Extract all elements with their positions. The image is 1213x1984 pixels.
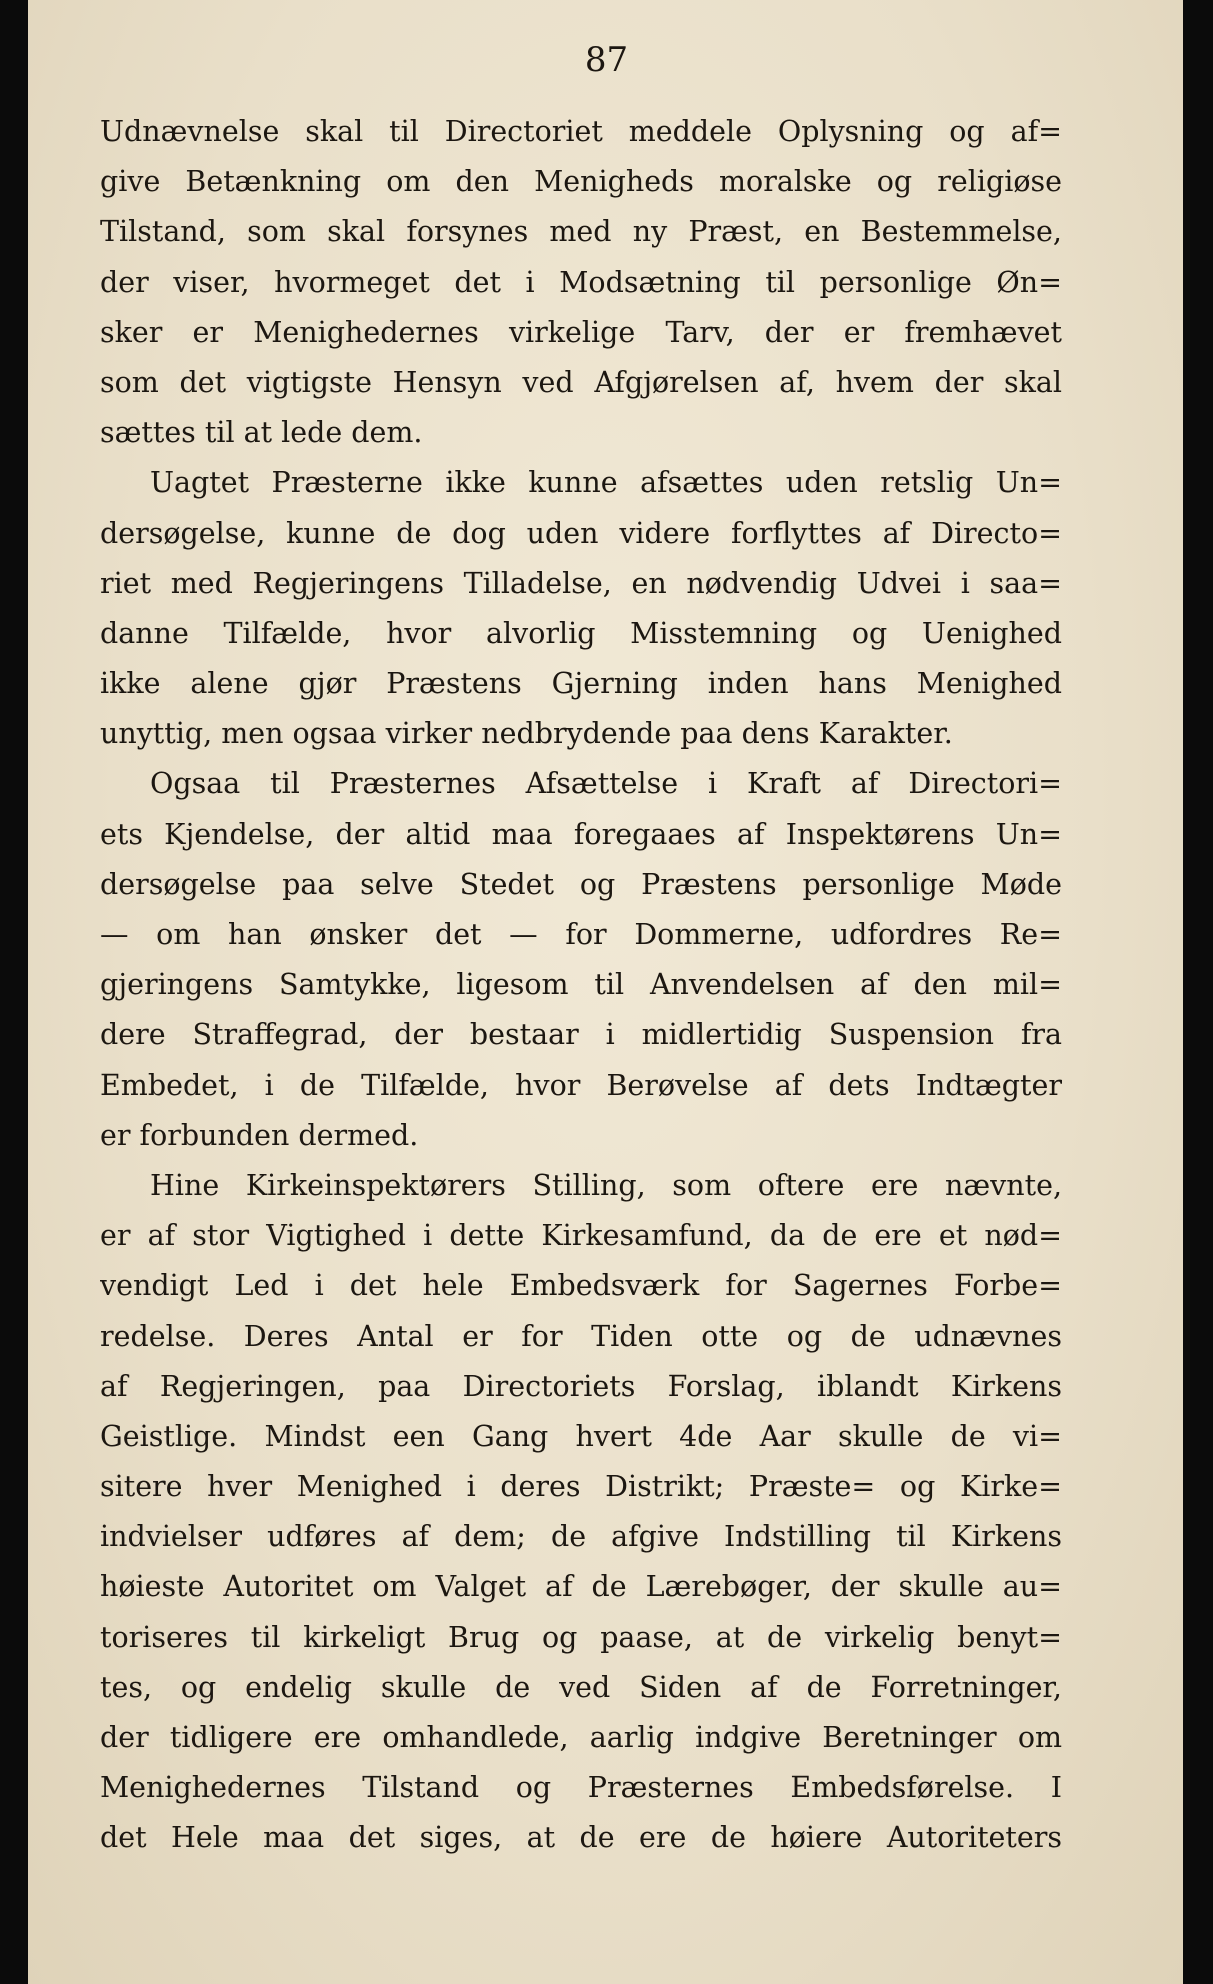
text-line: høieste Autoritet om Valget af de Lærebøger, der skulle au= — [100, 1570, 1062, 1604]
text-line: Ogsaa til Præsternes Afsættelse i Kraft af Directori= — [150, 767, 1062, 801]
text-line: give Betænkning om den Menigheds moralske og religiøse — [100, 165, 1062, 199]
text-line: ikke alene gjør Præstens Gjerning inden hans Menighed — [100, 667, 1062, 701]
text-line: dere Straffegrad, der bestaar i midlertidig Suspension fra — [100, 1018, 1062, 1052]
page-number: 87 — [584, 40, 629, 80]
text-line: vendigt Led i det hele Embedsværk for Sagernes Forbe= — [100, 1269, 1062, 1303]
text-line: riet med Regjeringens Tilladelse, en nødvendig Udvei i saa= — [100, 566, 1062, 600]
text-line: tes, og endelig skulle de ved Siden af de Forretninger, — [100, 1670, 1062, 1704]
text-line: gjeringens Samtykke, ligesom til Anvendelsen af den mil= — [100, 968, 1062, 1002]
text-line: unyttig, men ogsaa virker nedbrydende paa dens Karakter. — [100, 717, 953, 751]
text-line: det Hele maa det siges, at de ere de høiere Autoriteters — [100, 1821, 1062, 1855]
text-line: Embedet, i de Tilfælde, hvor Berøvelse af dets Indtægter — [100, 1068, 1062, 1102]
text-line: sættes til at lede dem. — [100, 416, 423, 450]
text-line: der viser, hvormeget det i Modsætning til personlige Øn= — [100, 265, 1062, 299]
text-line: er forbunden dermed. — [100, 1118, 419, 1152]
text-line: sitere hver Menighed i deres Distrikt; Præste= og Kirke= — [100, 1470, 1062, 1504]
text-line: Geistlige. Mindst een Gang hvert 4de Aar skulle de vi= — [100, 1419, 1062, 1453]
text-line: som det vigtigste Hensyn ved Afgjørelsen af, hvem der skal — [100, 365, 1062, 399]
text-line: ets Kjendelse, der altid maa foregaaes af Inspektørens Un= — [100, 817, 1062, 851]
text-line: dersøgelse, kunne de dog uden videre forflyttes af Directo= — [100, 516, 1062, 550]
text-line: er af stor Vigtighed i dette Kirkesamfund, da de ere et nød= — [100, 1219, 1062, 1253]
body-text — [100, 107, 1062, 1864]
text-line: indvielser udføres af dem; de afgive Indstilling til Kirkens — [100, 1520, 1062, 1554]
text-line: Tilstand, som skal forsynes med ny Præst, en Bestemmelse, — [100, 215, 1062, 249]
text-line: Hine Kirkeinspektørers Stilling, som oftere ere nævnte, — [150, 1168, 1062, 1202]
text-line: Menighedernes Tilstand og Præsternes Embedsførelse. I — [100, 1771, 1062, 1805]
text-line: sker er Menighedernes virkelige Tarv, der er fremhævet — [100, 315, 1062, 349]
text-line: danne Tilfælde, hvor alvorlig Misstemning og Uenighed — [100, 616, 1062, 650]
text-line: toriseres til kirkeligt Brug og paase, at de virkelig benyt= — [100, 1620, 1062, 1654]
text-line: Udnævnelse skal til Directoriet meddele Oplysning og af= — [100, 115, 1062, 148]
text-line: der tidligere ere omhandlede, aarlig indgive Beretninger om — [100, 1721, 1062, 1754]
text-line: — om han ønsker det — for Dommerne, udfordres Re= — [100, 918, 1062, 951]
text-line: redelse. Deres Antal er for Tiden otte og de udnævnes — [100, 1319, 1062, 1353]
text-line: af Regjeringen, paa Directoriets Forslag, iblandt Kirkens — [100, 1369, 1062, 1403]
text-line: Uagtet Præsterne ikke kunne afsættes uden retslig Un= — [150, 466, 1062, 500]
text-line: dersøgelse paa selve Stedet og Præstens personlige Møde — [100, 867, 1062, 901]
